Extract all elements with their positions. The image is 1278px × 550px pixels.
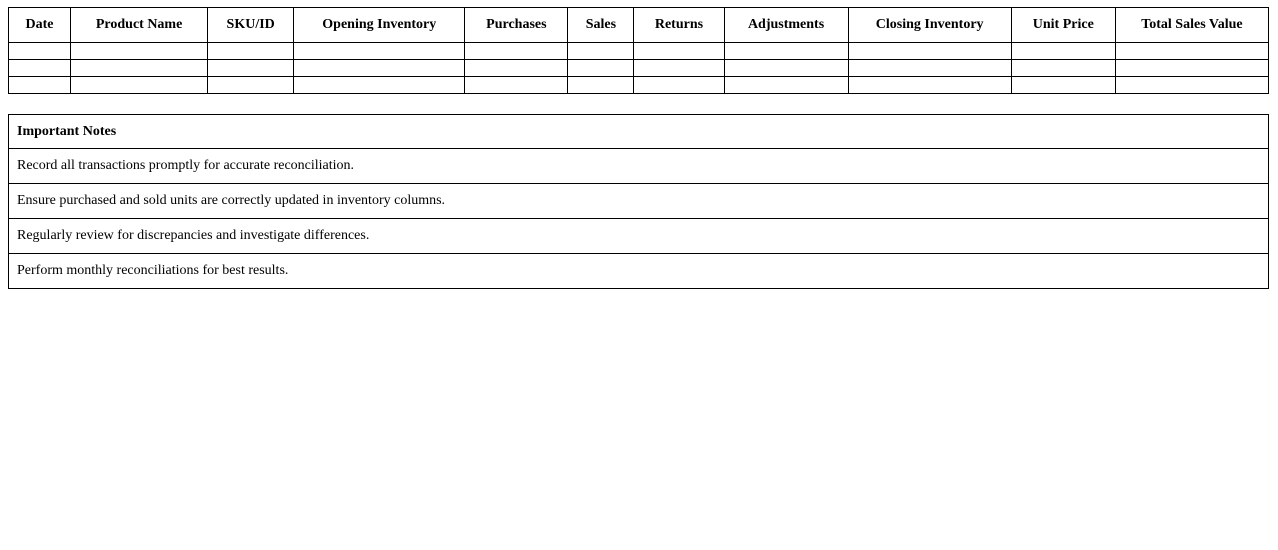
table-row (9, 77, 1269, 94)
table-cell (294, 77, 465, 94)
header-closing-inventory: Closing Inventory (848, 8, 1011, 43)
table-cell (1011, 60, 1115, 77)
header-total-sales-value: Total Sales Value (1115, 8, 1268, 43)
table-cell (568, 60, 634, 77)
table-cell (71, 60, 208, 77)
table-row (9, 60, 1269, 77)
list-item (9, 219, 1269, 254)
table-cell (208, 43, 294, 60)
table-cell (465, 60, 568, 77)
table-cell (1011, 77, 1115, 94)
header-returns: Returns (634, 8, 724, 43)
table-cell (9, 60, 71, 77)
note-text: Record all transactions promptly for accurate reconciliation. (9, 149, 1269, 184)
note-text: Perform monthly reconciliations for best results. (9, 254, 1269, 289)
table-cell (848, 77, 1011, 94)
table-cell (465, 77, 568, 94)
table-row (9, 43, 1269, 60)
header-unit-price: Unit Price (1011, 8, 1115, 43)
header-opening-inventory: Opening Inventory (294, 8, 465, 43)
important-notes-table (8, 114, 1269, 289)
list-item (9, 149, 1269, 184)
table-cell (294, 60, 465, 77)
table-cell (294, 43, 465, 60)
table-cell (9, 43, 71, 60)
table-cell (568, 43, 634, 60)
note-text: Ensure purchased and sold units are correctly updated in inventory columns. (9, 184, 1269, 219)
table-cell (568, 77, 634, 94)
table-cell (1115, 77, 1268, 94)
table-cell (634, 60, 724, 77)
header-date: Date (9, 8, 71, 43)
table-cell (724, 43, 848, 60)
table-cell (724, 60, 848, 77)
table-cell (71, 77, 208, 94)
table-cell (9, 77, 71, 94)
table-cell (71, 43, 208, 60)
table-cell (634, 77, 724, 94)
inventory-header-row (9, 8, 1269, 43)
header-sales: Sales (568, 8, 634, 43)
header-sku-id: SKU/ID (208, 8, 294, 43)
list-item (9, 254, 1269, 289)
table-cell (465, 43, 568, 60)
table-cell (848, 43, 1011, 60)
header-adjustments: Adjustments (724, 8, 848, 43)
table-cell (634, 43, 724, 60)
notes-title-row (9, 115, 1269, 149)
table-cell (848, 60, 1011, 77)
table-cell (208, 77, 294, 94)
table-cell (1011, 43, 1115, 60)
note-text: Regularly review for discrepancies and investigate differences. (9, 219, 1269, 254)
table-cell (1115, 60, 1268, 77)
inventory-reconciliation-table (8, 7, 1269, 94)
header-product-name: Product Name (71, 8, 208, 43)
list-item (9, 184, 1269, 219)
table-cell (208, 60, 294, 77)
notes-title: Important Notes (9, 115, 1269, 149)
table-cell (724, 77, 848, 94)
table-cell (1115, 43, 1268, 60)
header-purchases: Purchases (465, 8, 568, 43)
